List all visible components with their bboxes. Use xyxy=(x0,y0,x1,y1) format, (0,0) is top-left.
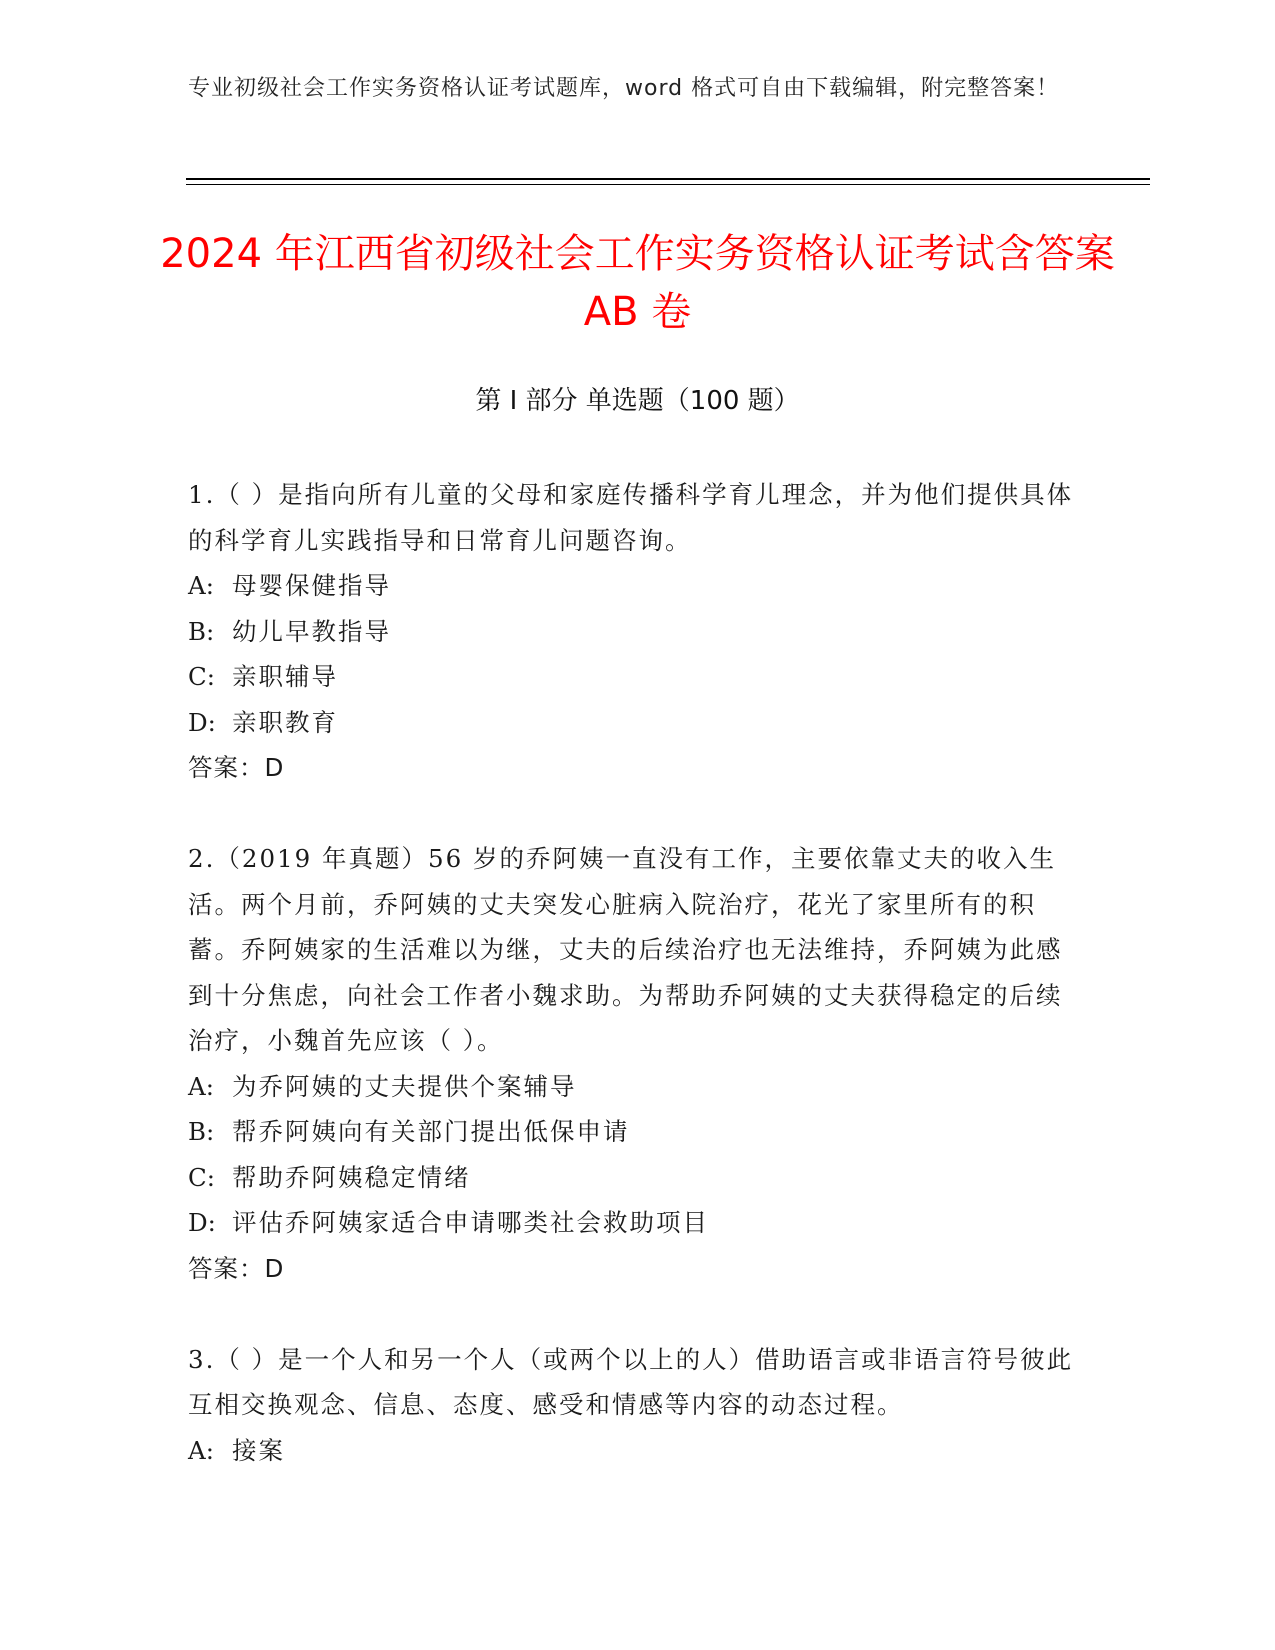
option-c xyxy=(188,1155,1078,1201)
question-list xyxy=(188,472,1078,1519)
header-note: 专业初级社会工作实务资格认证考试题库，word 格式可自由下载编辑，附完整答案！ xyxy=(188,76,1060,101)
option-text: 帮乔阿姨向有关部门提出低保申请 xyxy=(232,1117,630,1146)
question-stem: 2.（2019 年真题）56 岁的乔阿姨一直没有工作，主要依靠丈夫的收入生活。两个月前，乔阿姨的丈夫突发心脏病入院治疗，花光了家里所有的积蓄。乔阿姨家的生活难以为继，丈夫的后续治疗也无法维持，乔阿姨为此感到十分焦虑，向社会工作者小魏求助。为帮助乔阿姨的丈夫获得稳定的后续治疗，小魏首先应该（ ）。 xyxy=(188,844,1063,1055)
option-letter: D: xyxy=(188,1208,216,1237)
option-c xyxy=(188,654,1078,700)
answer-line: 答案：D xyxy=(188,753,285,782)
option-text: 亲职教育 xyxy=(232,707,338,737)
option-text: 母婴保健指导 xyxy=(232,571,391,600)
header-divider-thick xyxy=(186,178,1150,180)
question-2 xyxy=(188,836,1078,1291)
option-letter: A: xyxy=(188,571,214,600)
option-text: 幼儿早教指导 xyxy=(232,616,391,646)
option-letter: C: xyxy=(188,662,216,691)
option-b xyxy=(188,1109,1078,1155)
option-d xyxy=(188,1200,1078,1246)
question-3 xyxy=(188,1337,1078,1474)
option-letter: A: xyxy=(188,1435,214,1465)
option-text: 为乔阿姨的丈夫提供个案辅导 xyxy=(232,1071,577,1101)
question-stem: 1.（ ）是指向所有儿童的父母和家庭传播科学育儿理念，并为他们提供具体的科学育儿实践指导和日常育儿问题咨询。 xyxy=(188,480,1074,555)
answer-line: 答案：D xyxy=(188,1253,285,1283)
option-letter: B: xyxy=(188,616,215,646)
option-letter: B: xyxy=(188,1117,215,1146)
option-text: 亲职辅导 xyxy=(232,662,338,691)
option-a xyxy=(188,563,1078,609)
header-divider-thin xyxy=(186,184,1150,185)
section-title: 第 I 部分 单选题（100 题） xyxy=(475,386,800,416)
option-text: 帮助乔阿姨稳定情绪 xyxy=(232,1162,471,1192)
question-stem: 3.（ ）是一个人和另一个人（或两个以上的人）借助语言或非语言符号彼此互相交换观念、信息、态度、感受和情感等内容的动态过程。 xyxy=(188,1344,1074,1419)
option-b xyxy=(188,609,1078,655)
option-a xyxy=(188,1064,1078,1110)
option-a xyxy=(188,1428,1078,1474)
option-text: 评估乔阿姨家适合申请哪类社会救助项目 xyxy=(232,1208,709,1237)
document-title: 2024 年江西省初级社会工作实务资格认证考试含答案 AB 卷 xyxy=(160,231,1115,335)
option-letter: D: xyxy=(188,707,216,737)
question-1 xyxy=(188,472,1078,791)
option-letter: A: xyxy=(188,1071,214,1101)
option-text: 接案 xyxy=(232,1435,285,1465)
option-letter: C: xyxy=(188,1162,216,1192)
option-d xyxy=(188,700,1078,746)
